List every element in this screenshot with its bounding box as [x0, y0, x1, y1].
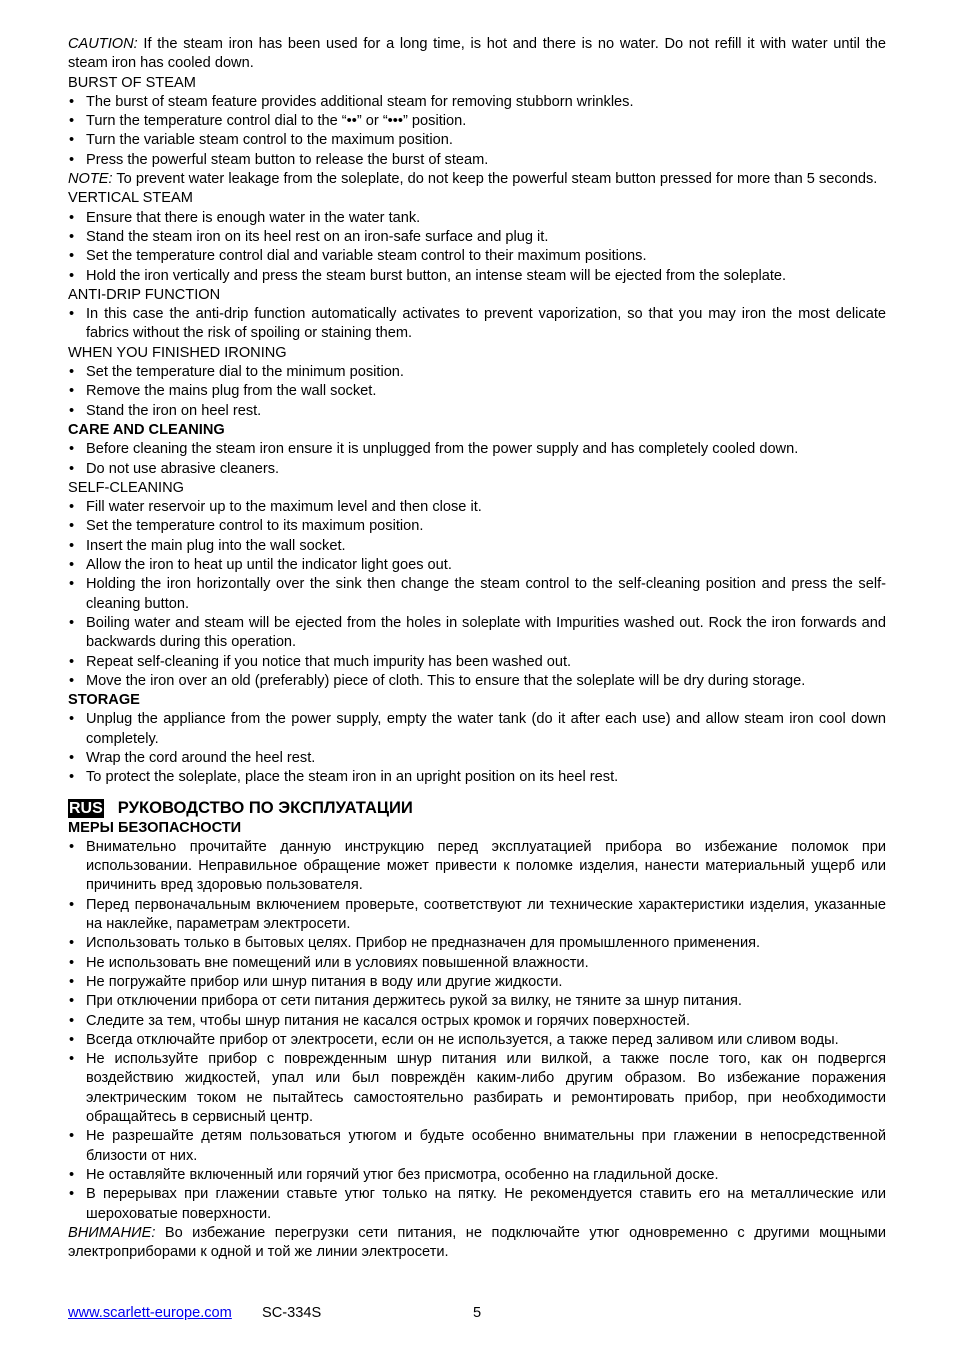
caution-paragraph — [68, 35, 886, 74]
list-item: • Следите за тем, чтобы шнур питания не касался острых кромок и горячих поверхностей. — [68, 1012, 886, 1031]
vertical-list — [68, 209, 886, 286]
list-item: • Boiling water and steam will be ejected from the holes in soleplate with Impurities washed out. Rock the iron forwards and backwards during this operation. — [68, 614, 886, 653]
attention-label: ВНИМАНИЕ: — [68, 1224, 156, 1241]
list-item: • Stand the steam iron on its heel rest on an iron-safe surface and plug it. — [68, 228, 886, 247]
list-item: • Не использовать вне помещений или в условиях повышенной влажности. — [68, 954, 886, 973]
list-item: • В перерывах при глажении ставьте утюг только на пятку. Не рекомендуется ставить его на металлические или шероховатые поверхности. — [68, 1185, 886, 1224]
list-item: • Не разрешайте детям пользоваться утюгом и будьте особенно внимательны при глажении в непосредственной близости от них. — [68, 1127, 886, 1166]
storage-heading: STORAGE — [68, 692, 140, 709]
selfclean-list — [68, 498, 886, 691]
finished-heading: WHEN YOU FINISHED IRONING — [68, 344, 287, 361]
caution-label: CAUTION: — [68, 36, 138, 52]
list-item: • Insert the main plug into the wall socket. — [68, 537, 886, 556]
list-item: • Move the iron over an old (preferably) piece of cloth. This to ensure that the soleplate will be dry during storage. — [68, 672, 886, 691]
list-item: • Remove the mains plug from the wall socket. — [68, 382, 886, 401]
care-heading: CARE AND CLEANING — [68, 421, 225, 438]
list-item: • Set the temperature control to its maximum position. — [68, 517, 886, 536]
burst-heading: BURST OF STEAM — [68, 74, 196, 91]
attention-text: Во избежание перегрузки сети питания, не подключайте утюг одновременно с другими мощными электроприборами к одной и той же линии электросети. — [68, 1224, 886, 1261]
list-item: • Turn the temperature control dial to the “••” or “•••” position. — [68, 112, 886, 131]
list-item: • Repeat self-cleaning if you notice that much impurity has been washed out. — [68, 653, 886, 672]
website-link[interactable]: www.scarlett-europe.com — [68, 1305, 232, 1321]
attention-paragraph — [68, 1224, 886, 1263]
selfclean-heading: SELF-CLEANING — [68, 479, 184, 496]
safety-heading: МЕРЫ БЕЗОПАСНОСТИ — [68, 819, 242, 836]
antidrip-list — [68, 305, 886, 344]
rus-title-text: РУКОВОДСТВО ПО ЭКСПЛУАТАЦИИ — [117, 797, 413, 817]
list-item: • Before cleaning the steam iron ensure it is unplugged from the power supply and has completely cooled down. — [68, 440, 886, 459]
note-label: NOTE: — [68, 171, 113, 188]
note-paragraph — [68, 170, 886, 189]
list-item: • Перед первоначальным включением проверьте, соответствуют ли технические характеристики изделия, указанные на наклейке, параметрам электросети. — [68, 896, 886, 935]
list-item: • Stand the iron on heel rest. — [68, 402, 886, 421]
list-item: • Holding the iron horizontally over the sink then change the steam control to the self-cleaning position and press the self-cleaning button. — [68, 575, 886, 614]
list-item: • Set the temperature dial to the minimum position. — [68, 363, 886, 382]
burst-list — [68, 93, 886, 170]
antidrip-heading: ANTI-DRIP FUNCTION — [68, 286, 221, 303]
model-number: SC-334S — [262, 1305, 322, 1321]
list-item: • Использовать только в бытовых целях. Прибор не предназначен для промышленного применения. — [68, 934, 886, 953]
list-item: • Не оставляйте включенный или горячий утюг без присмотра, особенно на гладильной доске. — [68, 1166, 886, 1185]
rus-section-title — [68, 797, 886, 819]
list-item: • Fill water reservoir up to the maximum level and then close it. — [68, 498, 886, 517]
list-item: • Ensure that there is enough water in the water tank. — [68, 209, 886, 228]
list-item: • The burst of steam feature provides additional steam for removing stubborn wrinkles. — [68, 93, 886, 112]
list-item: • Hold the iron vertically and press the steam burst button, an intense steam will be ejected from the soleplate. — [68, 267, 886, 286]
list-item: • При отключении прибора от сети питания держитесь рукой за вилку, не тяните за шнур питания. — [68, 992, 886, 1011]
list-item: • Всегда отключайте прибор от электросети, если он не используется, а также перед заливом или сливом воды. — [68, 1031, 886, 1050]
list-item: • Внимательно прочитайте данную инструкцию перед эксплуатацией прибора во избежание поломок при использовании. Неправильное обращение может привести к поломке изделия, нанести материальный ущерб или причинить вред здоровью пользователя. — [68, 838, 886, 896]
page-number: 5 — [473, 1305, 482, 1321]
list-item: • Unplug the appliance from the power supply, empty the water tank (do it after each use) and allow steam iron cool down completely. — [68, 710, 886, 749]
list-item: • Allow the iron to heat up until the indicator light goes out. — [68, 556, 886, 575]
list-item: • In this case the anti-drip function automatically activates to prevent vaporization, so that you may iron the most delicate fabrics without the risk of spoiling or staining them. — [68, 305, 886, 344]
storage-list — [68, 710, 886, 787]
list-item: • Не используйте прибор с поврежденным шнур питания или вилкой, а также после того, как он подвергся воздействию жидкостей, упал или был повреждён каким-либо другим образом. Во избежание поражения электрическим током не пытайтесь самостоятельно разбирать и ремонтировать прибор, при необходимости обращайтесь в сервисный центр. — [68, 1050, 886, 1127]
care-list — [68, 440, 886, 479]
list-item: • Set the temperature control dial and variable steam control to their maximum positions. — [68, 247, 886, 266]
page-footer — [68, 1304, 886, 1323]
caution-text: If the steam iron has been used for a long time, is hot and there is no water. Do not refill it with water until the steam iron has cooled down. — [68, 36, 886, 72]
list-item: • To protect the soleplate, place the steam iron in an upright position on its heel rest. — [68, 768, 886, 787]
safety-list — [68, 838, 886, 1224]
note-text: To prevent water leakage from the soleplate, do not keep the powerful steam button pressed for more than 5 seconds. — [112, 171, 878, 188]
manual-page — [68, 35, 886, 1262]
rus-language-badge: RUS — [69, 799, 103, 817]
finished-list — [68, 363, 886, 421]
list-item: • Не погружайте прибор или шнур питания в воду или другие жидкости. — [68, 973, 886, 992]
list-item: • Turn the variable steam control to the maximum position. — [68, 131, 886, 150]
list-item: • Do not use abrasive cleaners. — [68, 460, 886, 479]
list-item: • Press the powerful steam button to release the burst of steam. — [68, 151, 886, 170]
vertical-heading: VERTICAL STEAM — [68, 190, 193, 207]
list-item: • Wrap the cord around the heel rest. — [68, 749, 886, 768]
